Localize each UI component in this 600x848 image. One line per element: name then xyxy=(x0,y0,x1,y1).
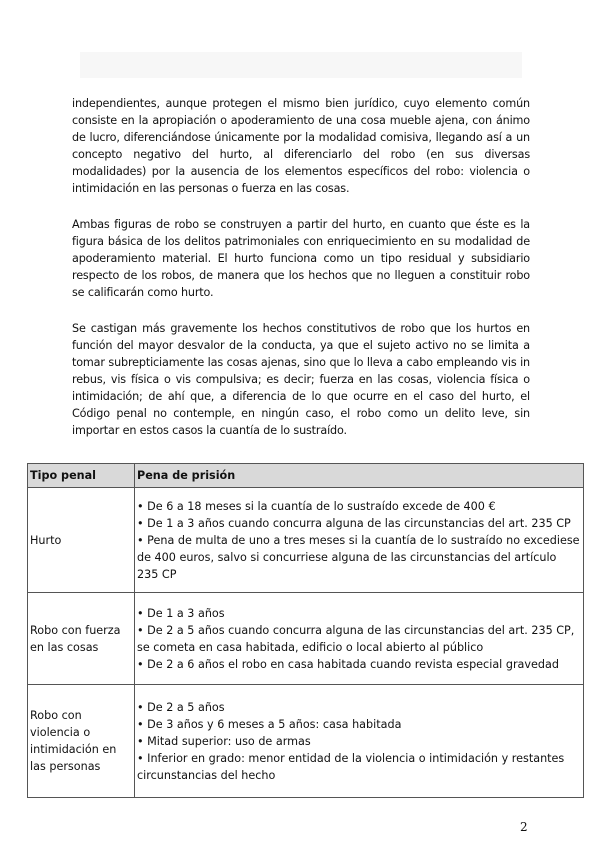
penalty-table xyxy=(27,463,584,798)
header-tipo-penal: Tipo penal xyxy=(28,464,135,488)
pena-item: • De 2 a 5 años cuando concurra alguna de las circunstancias del art. 235 CP, se cometa en casa habitada, edificio o local abierto al público xyxy=(137,623,575,654)
pena-item: • De 2 a 5 años xyxy=(137,700,225,714)
cell-tipo: Robo con violencia o intimidación en las personas xyxy=(28,685,135,798)
pena-item: • Inferior en grado: menor entidad de la violencia o intimidación y restantes circunstancias del hecho xyxy=(137,751,565,782)
pena-item: • De 1 a 3 años cuando concurra alguna de las circunstancias del art. 235 CP xyxy=(137,516,571,530)
paragraph-1: independientes, aunque protegen el mismo bien jurídico, cuyo elemento común consiste en la apropiación o apoderamiento de una cosa mueble ajena, con ánimo de lucro, diferenciándose únicamente por la modalidad comisiva, llegando así a un concepto negativo del hurto, al diferenciarlo del robo (en sus diversas modalidades) por la ausencia de los elementos específicos del robo: violencia o intimidación en las personas o fuerza en las cosas. xyxy=(72,97,530,195)
table-row xyxy=(28,488,584,593)
cell-tipo: Robo con fuerza en las cosas xyxy=(28,593,135,685)
pena-item: • Pena de multa de uno a tres meses si la cuantía de lo sustraído no excediese de 400 euros, salvo si concurriese alguna de las circunstancias del artículo 235 CP xyxy=(137,533,580,581)
table-row xyxy=(28,685,584,798)
pena-item: • Mitad superior: uso de armas xyxy=(137,734,311,748)
table-row xyxy=(28,593,584,685)
cell-penas xyxy=(135,488,584,593)
paragraph-2: Ambas figuras de robo se construyen a partir del hurto, en cuanto que éste es la figura básica de los delitos patrimoniales con enriquecimiento en su modalidad de apoderamiento material. El hurto funciona como un tipo residual y subsidiario respecto de los robos, de manera que los hechos que no lleguen a constituir robo se calificarán como hurto. xyxy=(72,218,530,299)
header-bar xyxy=(80,52,522,78)
pena-item: • De 2 a 6 años el robo en casa habitada cuando revista especial gravedad xyxy=(137,657,559,671)
table-header-row xyxy=(28,464,584,488)
pena-item: • De 3 años y 6 meses a 5 años: casa habitada xyxy=(137,717,402,731)
header-pena-prision: Pena de prisión xyxy=(135,464,584,488)
cell-penas xyxy=(135,593,584,685)
document-body xyxy=(72,95,530,458)
pena-item: • De 1 a 3 años xyxy=(137,606,225,620)
paragraph-3: Se castigan más gravemente los hechos constitutivos de robo que los hurtos en función del mayor desvalor de la conducta, ya que el sujeto activo no se limita a tomar subrepticiamente las cosas ajenas, sino que lo lleva a cabo empleando vis in rebus, vis física o vis compulsiva; es decir; fuerza en las cosas, violencia física o intimidación; de ahí que, a diferencia de lo que ocurre en el caso del hurto, el Código penal no contemple, en ningún caso, el robo como un delito leve, sin importar en estos casos la cuantía de lo sustraído. xyxy=(72,322,530,437)
pena-item: • De 6 a 18 meses si la cuantía de lo sustraído excede de 400 € xyxy=(137,499,496,513)
cell-tipo: Hurto xyxy=(28,488,135,593)
page-number: 2 xyxy=(520,820,528,834)
cell-penas xyxy=(135,685,584,798)
